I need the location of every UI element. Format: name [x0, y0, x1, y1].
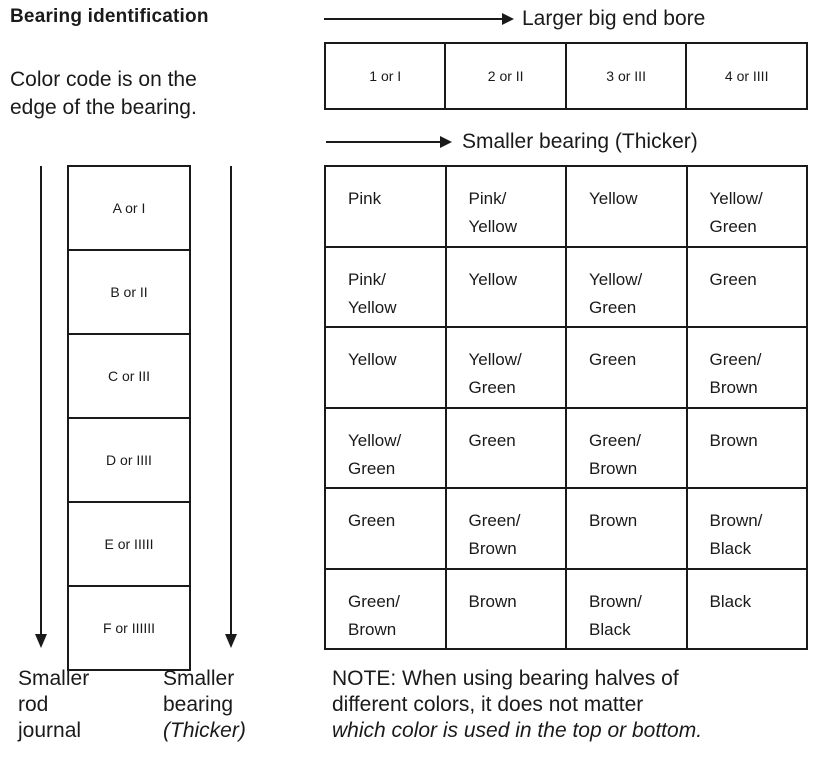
bore-size-table — [324, 42, 808, 110]
color-cell-text: Green — [468, 430, 516, 450]
bearing-thickness-arrow-head — [225, 634, 237, 648]
color-cell — [325, 488, 446, 569]
color-cell-text: Yellow/ Green — [709, 189, 763, 236]
note-line-2: different colors, it does not matter — [332, 693, 644, 716]
table-row — [68, 502, 190, 586]
note — [332, 666, 702, 744]
table-row — [68, 334, 190, 418]
color-cell — [687, 327, 808, 408]
color-cell-text: Green/ Brown — [468, 511, 521, 558]
bore-size-cell: 1 or I — [325, 43, 445, 109]
color-cell — [566, 327, 687, 408]
table-row — [325, 488, 807, 569]
color-cell-text: Green/ Brown — [589, 430, 641, 478]
bearing-thickness-label-line-3: (Thicker) — [163, 719, 246, 742]
rod-grade-cell: B or II — [68, 250, 190, 334]
color-cell — [325, 569, 446, 650]
color-cell — [687, 166, 808, 247]
color-cell-text: Brown — [468, 591, 517, 611]
table-row — [325, 247, 807, 328]
note-line-1: NOTE: When using bearing halves of — [332, 667, 679, 690]
color-cell-text: Pink/ Yellow — [348, 269, 397, 317]
bearing-thickness-label — [163, 666, 246, 744]
rod-journal-arrow-head — [35, 634, 47, 648]
table-row — [325, 569, 807, 650]
color-cell-text: Yellow/ Green — [468, 350, 522, 397]
color-cell — [566, 408, 687, 489]
color-cell — [687, 408, 808, 489]
rod-journal-arrow-line — [40, 166, 42, 636]
description — [10, 66, 197, 122]
color-cell-text: Brown — [709, 430, 758, 450]
rod-journal-label-line-1: Smaller — [18, 667, 90, 690]
rod-grade-cell: C or III — [68, 334, 190, 418]
rod-journal-label-line-2: rod — [18, 693, 49, 716]
rod-grade-cell: F or IIIIII — [68, 586, 190, 670]
bearing-thickness-label-line-1: Smaller — [163, 667, 235, 690]
color-cell-text: Pink — [348, 189, 382, 208]
color-cell-text: Yellow/ Green — [348, 430, 402, 478]
bearing-arrow-line — [326, 141, 442, 143]
bearing-color-grid — [324, 165, 808, 650]
color-cell-text: Yellow — [468, 269, 518, 289]
color-cell — [687, 569, 808, 650]
color-cell — [446, 327, 567, 408]
bore-size-cell: 4 or IIII — [686, 43, 807, 109]
bearing-thickness-arrow-line — [230, 166, 232, 636]
bearing-arrow-head — [440, 136, 452, 148]
color-cell — [325, 166, 446, 247]
color-cell — [687, 247, 808, 328]
color-cell — [446, 166, 567, 247]
bearing-arrow-label: Smaller bearing (Thicker) — [462, 130, 698, 153]
color-cell-text: Green/ Brown — [348, 591, 400, 639]
color-cell — [566, 488, 687, 569]
table-row — [68, 586, 190, 670]
color-cell — [325, 247, 446, 328]
description-line-1: Color code is on the — [10, 68, 197, 91]
color-cell — [446, 408, 567, 489]
color-cell — [566, 569, 687, 650]
rod-grade-cell: A or I — [68, 166, 190, 250]
color-cell-text: Green — [589, 350, 637, 369]
color-cell — [566, 247, 687, 328]
rod-journal-label — [18, 666, 89, 744]
description-line-2: edge of the bearing. — [10, 96, 197, 119]
rod-grade-cell: D or IIII — [68, 418, 190, 502]
color-cell-text: Brown/ Black — [589, 591, 642, 639]
table-row — [325, 166, 807, 247]
color-cell-text: Yellow — [589, 189, 638, 208]
rod-journal-label-line-3: journal — [18, 719, 82, 742]
color-cell — [325, 327, 446, 408]
color-cell — [325, 408, 446, 489]
color-cell-text: Green — [348, 511, 396, 530]
color-cell-text: Pink/ Yellow — [468, 189, 518, 236]
color-cell-text: Green/ Brown — [709, 350, 762, 397]
bore-arrow-head — [502, 13, 514, 25]
table-row — [325, 327, 807, 408]
table-row — [68, 250, 190, 334]
note-line-3: which color is used in the top or bottom. — [332, 719, 703, 742]
color-cell-text: Brown — [589, 511, 638, 530]
color-cell-text: Yellow — [348, 350, 397, 369]
color-cell — [566, 166, 687, 247]
table-row — [325, 408, 807, 489]
bore-size-row — [325, 43, 807, 109]
page-title: Bearing identification — [10, 6, 209, 27]
bore-arrow-label: Larger big end bore — [522, 7, 706, 30]
bearing-thickness-label-line-2: bearing — [163, 693, 234, 716]
color-cell — [687, 488, 808, 569]
table-row — [68, 418, 190, 502]
color-cell-text: Green — [709, 269, 757, 289]
bore-size-cell: 2 or II — [445, 43, 565, 109]
bore-size-cell: 3 or III — [566, 43, 686, 109]
color-cell — [446, 247, 567, 328]
bore-arrow-line — [324, 18, 504, 20]
rod-grade-cell: E or IIIII — [68, 502, 190, 586]
color-cell-text: Black — [709, 591, 752, 611]
color-cell — [446, 569, 567, 650]
color-cell — [446, 488, 567, 569]
color-cell-text: Brown/ Black — [709, 511, 763, 558]
table-row — [68, 166, 190, 250]
color-cell-text: Yellow/ Green — [589, 269, 643, 317]
rod-journal-grade-table — [67, 165, 191, 671]
